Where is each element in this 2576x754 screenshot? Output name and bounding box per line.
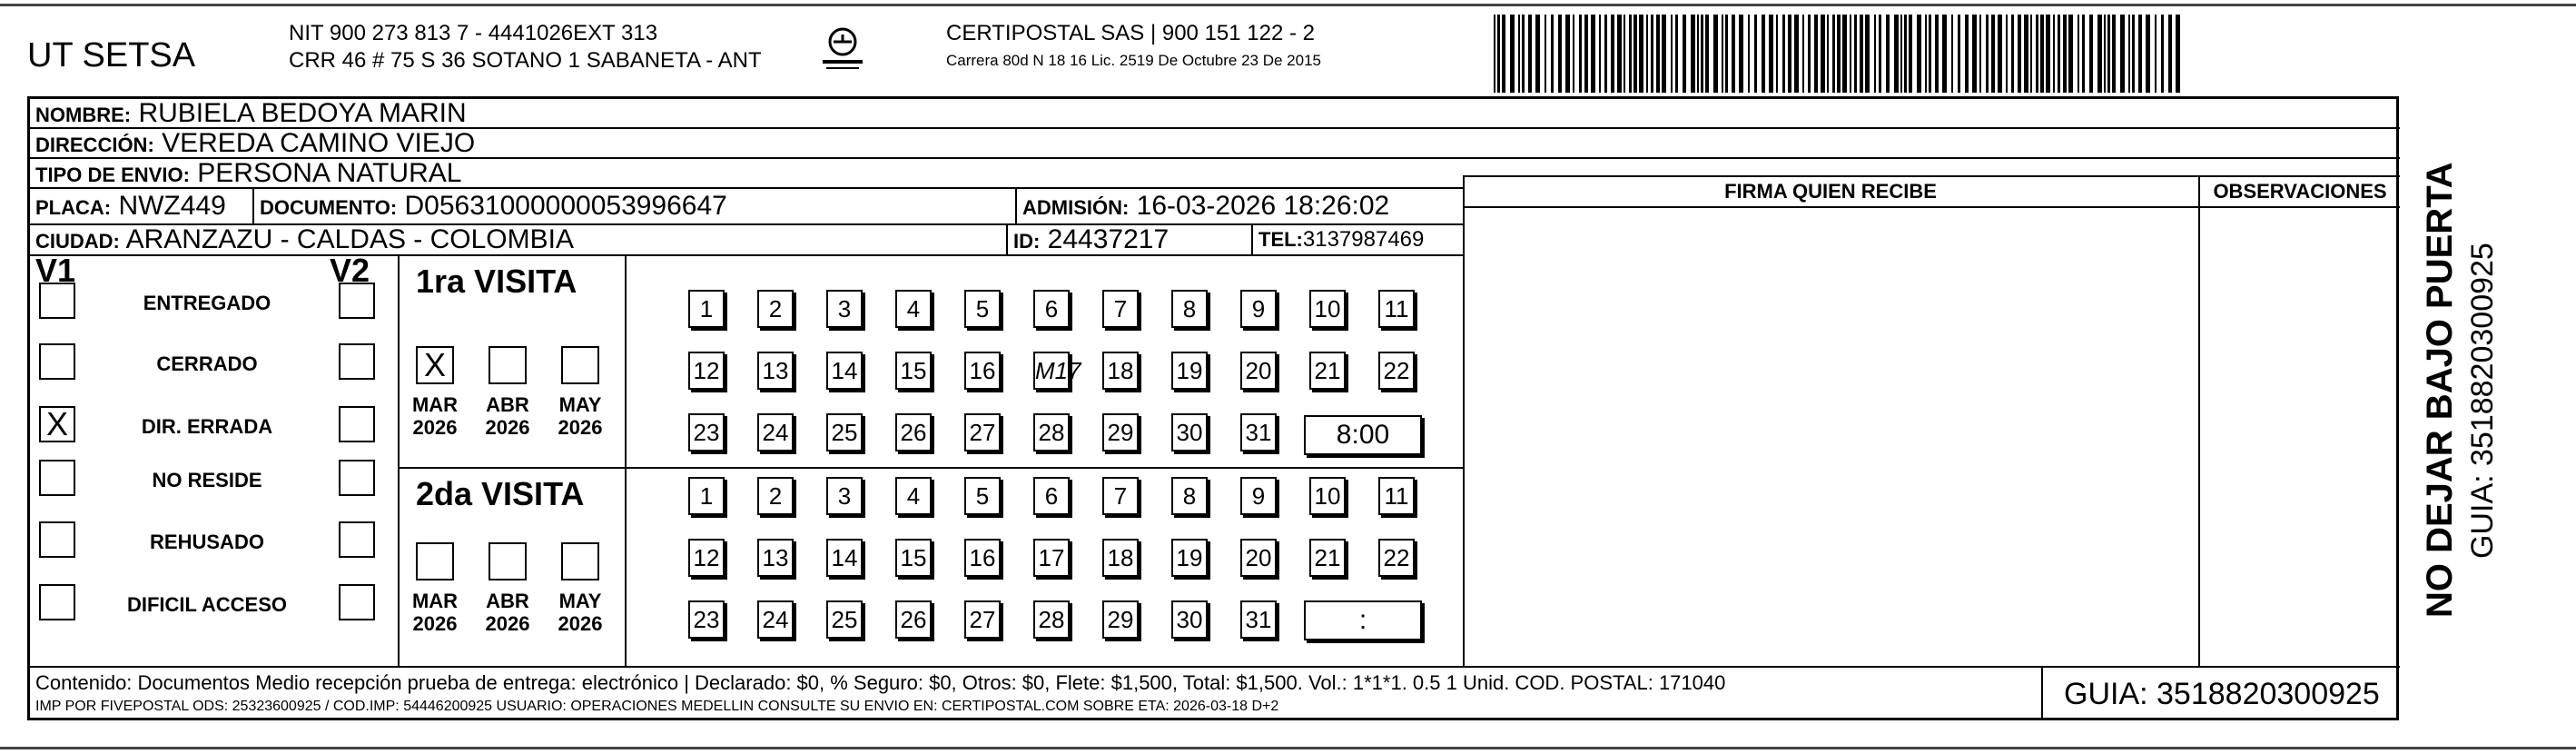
visit1-day-box[interactable]: 19 (1171, 352, 1208, 390)
tipo-value: PERSONA NATURAL (197, 158, 462, 188)
barcode-bar (1842, 15, 1847, 93)
barcode-bar (1991, 15, 1995, 93)
barcode-bar (2107, 15, 2110, 93)
barcode-bar (1510, 15, 1515, 93)
visit1-day-box[interactable]: 28 (1033, 413, 1070, 451)
visit1-day-box[interactable]: 7 (1102, 290, 1139, 328)
footer-contenido: Contenido: Documentos Medio recepción prueba de entrega: electrónico | Declarado: $0, % Seguro: $0, Otros: $0, Flete: $1,500, Total: $1,500. Vol.: 1*1*1. 0.5 1 Unid. COD. POSTAL: 171040 (35, 671, 1726, 694)
visit1-day-box[interactable]: 3 (826, 290, 863, 328)
v2-checkbox[interactable] (339, 521, 375, 558)
tel-label: TEL: (1258, 228, 1303, 251)
barcode-bar (1854, 15, 1857, 93)
visit1-day-box[interactable]: 14 (826, 352, 863, 390)
certipostal-info (946, 20, 1321, 74)
barcode-icon (1494, 15, 2184, 93)
barcode-bar (1929, 15, 1931, 93)
barcode-bar (1788, 15, 1791, 93)
documento-label: DOCUMENTO: (260, 196, 398, 219)
barcode-bar (1705, 15, 1709, 93)
visit2-day-box[interactable]: 26 (895, 600, 932, 639)
v1-checkbox[interactable] (39, 283, 75, 319)
barcode-bar (1874, 15, 1876, 93)
v1-label: V1 (35, 252, 76, 289)
visit1-month-checkbox[interactable] (489, 346, 527, 384)
visit2-month-year: 2026 (412, 612, 458, 635)
visit2-day-box[interactable]: 1 (688, 477, 725, 515)
barcode-bar (1683, 15, 1686, 93)
barcode-bar (2058, 15, 2060, 93)
visit2-month-name: MAY (558, 590, 602, 612)
visit1-day-box[interactable]: 18 (1102, 352, 1139, 390)
visit1-month-name: MAY (558, 393, 602, 416)
visit2-time[interactable]: : (1304, 600, 1422, 640)
visit2-day-box[interactable]: 23 (688, 600, 725, 639)
barcode-bar (2097, 15, 2102, 93)
barcode-bar (1675, 15, 1678, 93)
documento-value: D05631000000053996647 (404, 191, 727, 221)
barcode-bar (1808, 15, 1811, 93)
visit1-day-box[interactable]: 11 (1378, 290, 1415, 328)
visit2-day-box[interactable]: 20 (1240, 539, 1277, 577)
barcode-bar (1629, 15, 1632, 93)
visit2-day-box[interactable]: 28 (1033, 600, 1070, 639)
visit2-month-label (403, 590, 467, 635)
visit1-month-year: 2026 (412, 416, 458, 439)
visit1-month-year: 2026 (558, 416, 603, 439)
visit1-day-box[interactable]: 6 (1033, 290, 1070, 328)
row-placa (30, 189, 1463, 225)
barcode-bar (1748, 15, 1750, 93)
barcode-bar (1662, 15, 1666, 93)
barcode-bar (2046, 15, 2050, 93)
barcode-bar (2082, 15, 2085, 93)
visit1-day-box[interactable]: 23 (688, 413, 725, 451)
visit2-month-checkbox[interactable] (416, 542, 454, 580)
visit2-day-box[interactable]: 2 (757, 477, 794, 515)
visit2-day-box[interactable]: 11 (1378, 477, 1415, 515)
visit1-month-label (476, 393, 539, 439)
row-tipo (30, 159, 1463, 189)
barcode-bar (1624, 15, 1625, 93)
visit2-day-box[interactable]: 21 (1309, 539, 1346, 577)
ciudad-value: ARANZAZU - CALDAS - COLOMBIA (125, 224, 574, 254)
barcode-bar (1604, 15, 1607, 93)
nombre-label: NOMBRE: (35, 104, 132, 126)
visit1-day-box[interactable]: 5 (964, 290, 1001, 328)
visit1-day-box[interactable]: 27 (964, 413, 1001, 451)
barcode-bar (1925, 15, 1927, 93)
barcode-bar (1837, 15, 1841, 93)
v1-checkbox[interactable] (39, 521, 75, 558)
address-line: CRR 46 # 75 S 36 SOTANO 1 SABANETA - ANT (289, 48, 762, 73)
barcode-bar (1821, 15, 1825, 93)
visit2-day-box[interactable]: 3 (826, 477, 863, 515)
barcode-bar (1879, 15, 1881, 93)
barcode-bar (1951, 15, 1953, 93)
barcode-bar (1986, 15, 1989, 93)
visit1-month-year: 2026 (485, 416, 530, 439)
barcode-bar (1691, 15, 1695, 93)
barcode-bar (1551, 15, 1554, 93)
v1-checkbox[interactable] (39, 584, 75, 620)
visit1-month-label (403, 393, 467, 439)
barcode-bar (1656, 15, 1660, 93)
barcode-bar (1639, 15, 1643, 93)
visit2-day-box[interactable]: 16 (964, 539, 1001, 577)
barcode-bar (1998, 15, 2002, 93)
barcode-bar (1617, 15, 1622, 93)
visit1-day-box[interactable]: 2 (757, 290, 794, 328)
barcode-bar (1573, 15, 1574, 93)
barcode-bar (1827, 15, 1829, 93)
barcode-bar (2176, 15, 2180, 93)
visit1-day-box[interactable]: 1 (688, 290, 725, 328)
barcode-bar (1502, 15, 1505, 93)
visit1-month-checkbox[interactable] (561, 346, 599, 384)
barcode-bar (1494, 15, 1495, 93)
barcode-bar (1917, 15, 1921, 93)
barcode-bar (1558, 15, 1562, 93)
v2-checkbox[interactable] (339, 343, 375, 380)
barcode-bar (2068, 15, 2073, 93)
visit2-day-box[interactable]: 9 (1240, 477, 1277, 515)
barcode-bar (2006, 15, 2008, 93)
barcode-bar (2011, 15, 2014, 93)
delivery-form (27, 96, 2399, 720)
nombre-value: RUBIELA BEDOYA MARIN (138, 98, 467, 128)
direccion-value: VEREDA CAMINO VIEJO (162, 128, 476, 158)
visit1-day-box[interactable]: 20 (1240, 352, 1277, 390)
company-name: UT SETSA (27, 36, 196, 74)
visit2-day-box[interactable]: 15 (895, 539, 932, 577)
visit2-month-checkbox[interactable] (561, 542, 599, 580)
barcode-bar (2112, 15, 2116, 93)
visit2-day-box[interactable]: 22 (1378, 539, 1415, 577)
admision-value: 16-03-2026 18:26:02 (1136, 191, 1390, 221)
barcode-bar (1979, 15, 1981, 93)
barcode-bar (1832, 15, 1835, 93)
barcode-bar (1894, 15, 1899, 93)
barcode-bar (1591, 15, 1595, 93)
visit1-month-checkbox[interactable]: X (416, 346, 454, 384)
visit2-title: 2da VISITA (416, 475, 585, 512)
visit2-month-label (548, 590, 612, 635)
barcode-bar (1599, 15, 1601, 93)
visit2-day-box[interactable]: 24 (757, 600, 794, 639)
barcode-bar (1565, 15, 1570, 93)
barcode-bar (1697, 15, 1699, 93)
visit2-day-box[interactable]: 18 (1102, 539, 1139, 577)
barcode-bar (1651, 15, 1653, 93)
visit1-day-box[interactable]: 22 (1378, 352, 1415, 390)
barcode-bar (2053, 15, 2055, 93)
barcode-bar (2132, 15, 2135, 93)
status-option-label: DIFICIL ACCESO (126, 593, 287, 616)
visit1-day-box[interactable]: 15 (895, 352, 932, 390)
barcode-bar (2138, 15, 2142, 93)
barcode-bar (2018, 15, 2021, 93)
barcode-bar (2089, 15, 2093, 93)
row-direccion (30, 129, 2400, 159)
barcode-bar (2104, 15, 2106, 93)
visit2-day-box[interactable]: 27 (964, 600, 1001, 639)
barcode-bar (1739, 15, 1743, 93)
barcode-bar (1865, 15, 1870, 93)
visit2-month-year: 2026 (558, 612, 603, 635)
visit1-day-box[interactable]: 16 (964, 352, 1001, 390)
v2-checkbox[interactable] (339, 283, 375, 319)
barcode-bar (2078, 15, 2079, 93)
status-option-label: DIR. ERRADA (141, 415, 273, 438)
visit2-day-box[interactable]: 7 (1102, 477, 1139, 515)
visit1-day-box[interactable]: 30 (1171, 413, 1208, 451)
barcode-bar (1579, 15, 1582, 93)
barcode-bar (1794, 15, 1799, 93)
visit1-day-box[interactable]: 29 (1102, 413, 1139, 451)
ciudad-label: CIUDAD: (35, 230, 120, 253)
visit1-time[interactable]: 8:00 (1304, 415, 1422, 455)
visit2-day-box[interactable]: 29 (1102, 600, 1139, 639)
footer-guia: GUIA: 3518820300925 (2064, 677, 2380, 711)
barcode-bar (1722, 15, 1723, 93)
visit1-month-name: ABR (486, 393, 529, 416)
v2-checkbox[interactable] (339, 406, 375, 442)
barcode-bar (1904, 15, 1907, 93)
visit2-day-box[interactable]: 31 (1240, 600, 1277, 639)
barcode-bar (1701, 15, 1703, 93)
observaciones-header: OBSERVACIONES (2213, 180, 2387, 203)
barcode-bar (1909, 15, 1912, 93)
visit1-day-box[interactable]: 8 (1171, 290, 1208, 328)
visit1-day-box[interactable]: 25 (826, 413, 863, 451)
v2-label: V2 (330, 252, 370, 289)
barcode-bar (1633, 15, 1637, 93)
footer-imp: IMP POR FIVEPOSTAL ODS: 25323600925 / COD.IMP: 54446200925 USUARIO: OPERACIONES MEDELLIN CONSULTE SU ENVIO EN: CERTIPOSTAL.COM SOBRE ETA: 2026-03-18 D+2 (35, 699, 1279, 714)
tel-value: 3137987469 (1302, 227, 1425, 252)
visit2-month-name: MAR (411, 590, 459, 612)
visit2-day-box[interactable]: 6 (1033, 477, 1070, 515)
barcode-bar (1497, 15, 1500, 93)
barcode-bar (2161, 15, 2164, 93)
barcode-bar (2146, 15, 2150, 93)
barcode-bar (1776, 15, 1778, 93)
barcode-bar (2036, 15, 2038, 93)
barcode-bar (1860, 15, 1863, 93)
placa-value: NWZ449 (118, 191, 226, 221)
nit-line: NIT 900 273 813 7 - 4441026EXT 313 (289, 21, 658, 45)
barcode-bar (1802, 15, 1804, 93)
visit1-day-box[interactable]: M17 (1033, 352, 1070, 390)
v1-checkbox[interactable] (39, 343, 75, 380)
visit2-month-name: ABR (486, 590, 529, 612)
status-option-label: CERRADO (156, 352, 258, 375)
barcode-bar (2040, 15, 2044, 93)
barcode-bar (1725, 15, 1728, 93)
status-option-label: NO RESIDE (152, 469, 262, 491)
id-value: 24437217 (1047, 224, 1170, 254)
barcode-bar (1518, 15, 1520, 93)
status-option-label: ENTREGADO (143, 292, 271, 314)
barcode-bar (1762, 15, 1765, 93)
v2-checkbox[interactable] (339, 584, 375, 620)
visit2-month-checkbox[interactable] (489, 542, 527, 580)
visit1-day-box[interactable]: 21 (1309, 352, 1346, 390)
placa-label: PLACA: (35, 196, 112, 219)
admision-label: ADMISIÓN: (1022, 196, 1130, 219)
visit2-day-box[interactable]: 4 (895, 477, 932, 515)
barcode-bar (1958, 15, 1960, 93)
visit1-day-box[interactable]: 13 (757, 352, 794, 390)
barcode-bar (2128, 15, 2130, 93)
barcode-bar (2063, 15, 2067, 93)
visit2-day-box[interactable]: 25 (826, 600, 863, 639)
visit1-day-box[interactable]: 10 (1309, 290, 1346, 328)
side-warning: NO DEJAR BAJO PUERTA (2420, 162, 2460, 618)
v1-checkbox[interactable] (39, 460, 75, 496)
barcode-bar (1545, 15, 1546, 93)
barcode-bar (1535, 15, 1540, 93)
direccion-label: DIRECCIÓN: (35, 134, 154, 156)
v2-checkbox[interactable] (339, 460, 375, 496)
row-nombre (30, 99, 2400, 129)
barcode-bar (2168, 15, 2172, 93)
barcode-bar (2024, 15, 2028, 93)
visit2-month-year: 2026 (485, 612, 530, 635)
barcode-bar (1528, 15, 1532, 93)
barcode-bar (2155, 15, 2157, 93)
visit2-day-box[interactable]: 5 (964, 477, 1001, 515)
side-guia: GUIA: 3518820300925 (2465, 243, 2500, 559)
barcode-bar (2030, 15, 2032, 93)
barcode-bar (1671, 15, 1673, 93)
barcode-bar (1782, 15, 1785, 93)
visit2-day-box[interactable]: 14 (826, 539, 863, 577)
status-option-label: REHUSADO (150, 531, 264, 553)
barcode-bar (1965, 15, 1969, 93)
barcode-bar (1942, 15, 1947, 93)
firma-header: FIRMA QUIEN RECIBE (1724, 180, 1937, 203)
barcode-bar (1611, 15, 1614, 93)
visit1-day-box[interactable]: 31 (1240, 413, 1277, 451)
bottom-border-line (0, 747, 2576, 749)
visit2-day-box[interactable]: 19 (1171, 539, 1208, 577)
barcode-bar (1646, 15, 1648, 93)
visit2-day-box[interactable]: 10 (1309, 477, 1346, 515)
visit2-day-box[interactable]: 13 (757, 539, 794, 577)
barcode-bar (1732, 15, 1735, 93)
visit2-day-box[interactable]: 30 (1171, 600, 1208, 639)
barcode-bar (1814, 15, 1818, 93)
barcode-bar (1972, 15, 1977, 93)
visit1-month-name: MAR (411, 393, 459, 416)
barcode-bar (1769, 15, 1773, 93)
certipostal-line2: Carrera 80d N 18 16 Lic. 2519 De Octubre 23 De 2015 (946, 52, 1321, 69)
visit2-day-box[interactable]: 17 (1033, 539, 1070, 577)
visit1-day-box[interactable]: 12 (688, 352, 725, 390)
certipostal-logo-icon (817, 24, 868, 74)
id-label: ID: (1013, 230, 1041, 253)
top-border-line (0, 4, 2576, 6)
barcode-bar (1900, 15, 1902, 93)
visit1-day-box[interactable]: 4 (895, 290, 932, 328)
visit2-month-label (476, 590, 539, 635)
visit1-month-label (548, 393, 612, 439)
barcode-bar (2120, 15, 2125, 93)
tipo-label: TIPO DE ENVIO: (35, 164, 190, 186)
v1-checkbox[interactable]: X (39, 406, 75, 442)
barcode-bar (1754, 15, 1757, 93)
barcode-bar (1584, 15, 1588, 93)
row-ciudad (30, 225, 1463, 256)
barcode-bar (1886, 15, 1890, 93)
barcode-bar (1935, 15, 1939, 93)
visit2-day-box[interactable]: 12 (688, 539, 725, 577)
visit2-day-box[interactable]: 8 (1171, 477, 1208, 515)
company-info (289, 20, 762, 74)
barcode-bar (1713, 15, 1718, 93)
certipostal-line1: CERTIPOSTAL SAS | 900 151 122 - 2 (946, 21, 1315, 45)
visit1-title: 1ra VISITA (416, 263, 577, 300)
visit1-day-box[interactable]: 9 (1240, 290, 1277, 328)
visit1-day-box[interactable]: 24 (757, 413, 794, 451)
visit1-day-box[interactable]: 26 (895, 413, 932, 451)
barcode-bar (1850, 15, 1851, 93)
barcode-bar (1522, 15, 1525, 93)
